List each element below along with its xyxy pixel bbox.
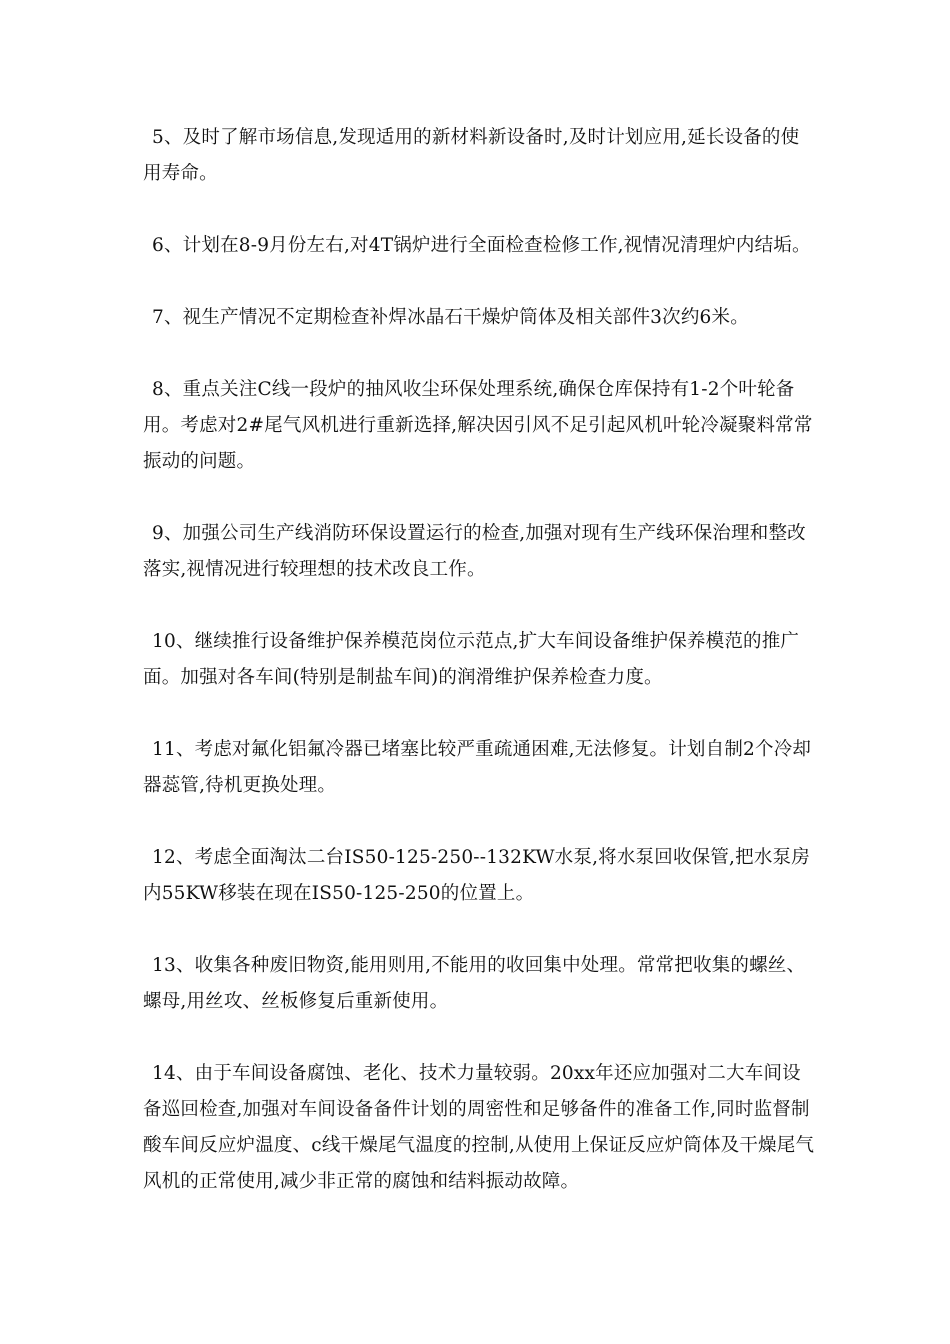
list-item: 6、计划在8-9月份左右,对4T锅炉进行全面检查检修工作,视情况清理炉内结垢。 — [152, 235, 811, 256]
list-item: 9、加强公司生产线消防环保设置运行的检查,加强对现有生产线环保治理和整改落实,视情况进行较理想的技术改良工作。 — [143, 523, 806, 580]
list-item: 13、收集各种废旧物资,能用则用,不能用的收回集中处理。常常把收集的螺丝、螺母,用丝攻、丝板修复后重新使用。 — [143, 955, 806, 1012]
list-item: 11、考虑对氟化铝氟冷器已堵塞比较严重疏通困难,无法修复。计划自制2个冷却器蕊管,待机更换处理。 — [143, 739, 812, 796]
list-item: 10、继续推行设备维护保养模范岗位示范点,扩大车间设备维护保养模范的推广面。加强对各车间(特别是制盐车间)的润滑维护保养检查力度。 — [143, 631, 800, 688]
list-item: 14、由于车间设备腐蚀、老化、技术力量较弱。20xx年还应加强对二大车间设备巡回检查,加强对车间设备备件计划的周密性和足够备件的准备工作,同时监督制酸车间反应炉温度、c线干燥尾气温度的控制,从使用上保证反应炉筒体及干燥尾气风机的正常使用,减少非正常的腐蚀和结料振动故障。 — [143, 1063, 815, 1192]
list-item: 12、考虑全面淘汰二台IS50-125-250--132KW水泵,将水泵回收保管,把水泵房内55KW移装在现在IS50-125-250的位置上。 — [143, 847, 810, 904]
list-item: 7、视生产情况不定期检查补焊冰晶石干燥炉筒体及相关部件3次约6米。 — [152, 307, 749, 328]
list-item: 5、及时了解市场信息,发现适用的新材料新设备时,及时计划应用,延长设备的使用寿命。 — [143, 127, 800, 184]
document-body — [143, 120, 815, 1236]
list-item: 8、重点关注C线一段炉的抽风收尘环保处理系统,确保仓库保持有1-2个叶轮备用。考虑对2#尾气风机进行重新选择,解决因引风不足引起风机叶轮冷凝聚料常常振动的问题。 — [143, 379, 813, 472]
